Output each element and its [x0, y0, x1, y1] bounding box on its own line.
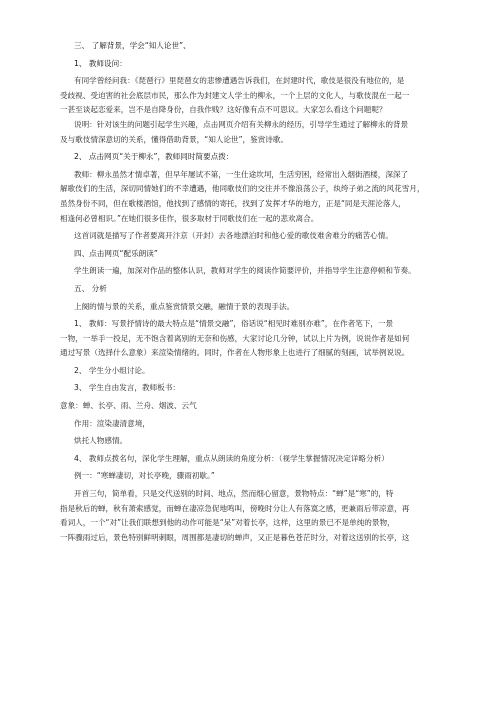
paragraph-line: 一物，一举手一投足，无不饱含着离别的无奈和伤感，大家讨论几分钟，试以上片为例，说说作者是如何 [60, 333, 410, 343]
paragraph-line: 指是秋后的蝉，秋有萧索感觉，而蝉在凄凉急促地鸣叫，傍晚时分让人有落寞之感，更兼雨后带凉意，再 [60, 503, 410, 513]
example-quote-line: 例一：“寒蝉凄切，对长亭晚，骤雨初歇。” [74, 471, 215, 481]
paragraph-line: 有同学曾经问我：《琵琶行》里琵琶女的悲惨遭遇告诉我们，在封建时代，歌伎是很没有地位的，是 [74, 76, 405, 86]
paragraph-line: 3、 学生自由发言，教师板书： [74, 383, 180, 393]
paragraph-line: 受歧视、受迫害的社会底层市民，那么作为封建文人学士的柳永，一个上层的文化人，与歌伎混在一起一 [60, 90, 410, 100]
paragraph-line: 学生朗读一遍，加深对作品的整体认识，教师对学生的阅读作简要评价，并指导学生注意停顿和节奏。 [74, 266, 416, 276]
paragraph-line: 这首词就是描写了作者要离开汴京（开封）去各地漂泊时和他心爱的歌伎难舍难分的痛苦心情。 [74, 231, 393, 241]
item-1-heading: 1、 教师设问： [74, 58, 127, 68]
paragraph-line: 2、 学生分小组讨论。 [74, 365, 150, 375]
paragraph-line: 教师：柳永虽然才情卓著，但早年屡试不第，一生仕途坎坷，生活穷困，经常出入烟街酒楼，深深了 [74, 169, 409, 179]
paragraph-line: 说明：针对该生的问题引起学生兴趣，点击网页介绍有关柳永的经历，引导学生通过了解柳永的背景 [74, 119, 409, 129]
board-effect-line: 作用：渲染凄清意境， [74, 418, 150, 428]
paragraph-line: 通过写景（选择什么意象）来渲染情绪的。同时，作者在人物形象上也进行了细腻的刻画，试举例说说。 [60, 348, 410, 358]
paragraph-line: 一甚至谈起恋爱来，岂不是自降身份，自我作贱？这好像有点不可思议。大家怎么看这个问题呢？ [60, 105, 387, 115]
paragraph-line: 相逢何必曾相识。”在她们很多佳作，很多取材于同歌伎们在一起的悲欢离合。 [60, 213, 319, 223]
paragraph-line: 开首三句，简单看，只是交代送别的时间、地点，然而细心留意，景物特点：“蝉”是“寒”的，特 [74, 489, 394, 499]
paragraph-line: 一阵骤雨过后，景色特别鲜明刺眼，周围都是凄切的蝉声，又正是暮色苍茫时分，对着这送别的长亭，这 [60, 532, 410, 542]
section-four-heading: 四、点击网页“配乐朗读” [74, 248, 158, 258]
board-effect-line: 烘托人物感情。 [74, 436, 128, 446]
item-2-heading: 2、 点击网页“关于柳永”，教师同时简要点拨： [74, 152, 234, 162]
paragraph-line: 虽然身份不同，但在歌楼酒馆，他找到了感情的寄托，找到了发挥才华的地方，正是“同是天涯沦落人， [60, 198, 406, 208]
paragraph-line: 解歌伎们的生活，深切同情她们的不幸遭遇，他同歌伎们的交往并不像浪荡公子，纨绔子弟之流的风花雪月， [60, 184, 425, 194]
section-three-heading: 三、 了解背景，学会“知人论世”、 [74, 41, 191, 50]
board-imagery-line: 意象：蝉、长亭、雨、兰舟、烟波、云气 [60, 401, 197, 411]
paragraph-line: 上阕的情与景的关系，重点鉴赏情景交融，融情于景的表现手法。 [74, 301, 295, 311]
section-five-heading: 五、 分析 [74, 283, 107, 293]
paragraph-line: 看词人，一个“对”让我们联想到他的动作可能是“呆”对着长亭，这样，这里的景已不是单纯的景物， [60, 518, 395, 528]
paragraph-line: 4、 教师点拨名句，深化学生理解，重点从朗读的角度分析：（视学生掌握情况决定详略分析） [74, 453, 389, 463]
paragraph-line: 1、 教师：写景抒情诗的最大特点是“情景交融”，俗话说“相见时难别亦难”，在作者笔下，一景 [74, 319, 394, 329]
paragraph-line: 及与歌伎情深意切的关系，懂得借助背景，“知人论世”，鉴赏诗歌。 [60, 134, 289, 144]
